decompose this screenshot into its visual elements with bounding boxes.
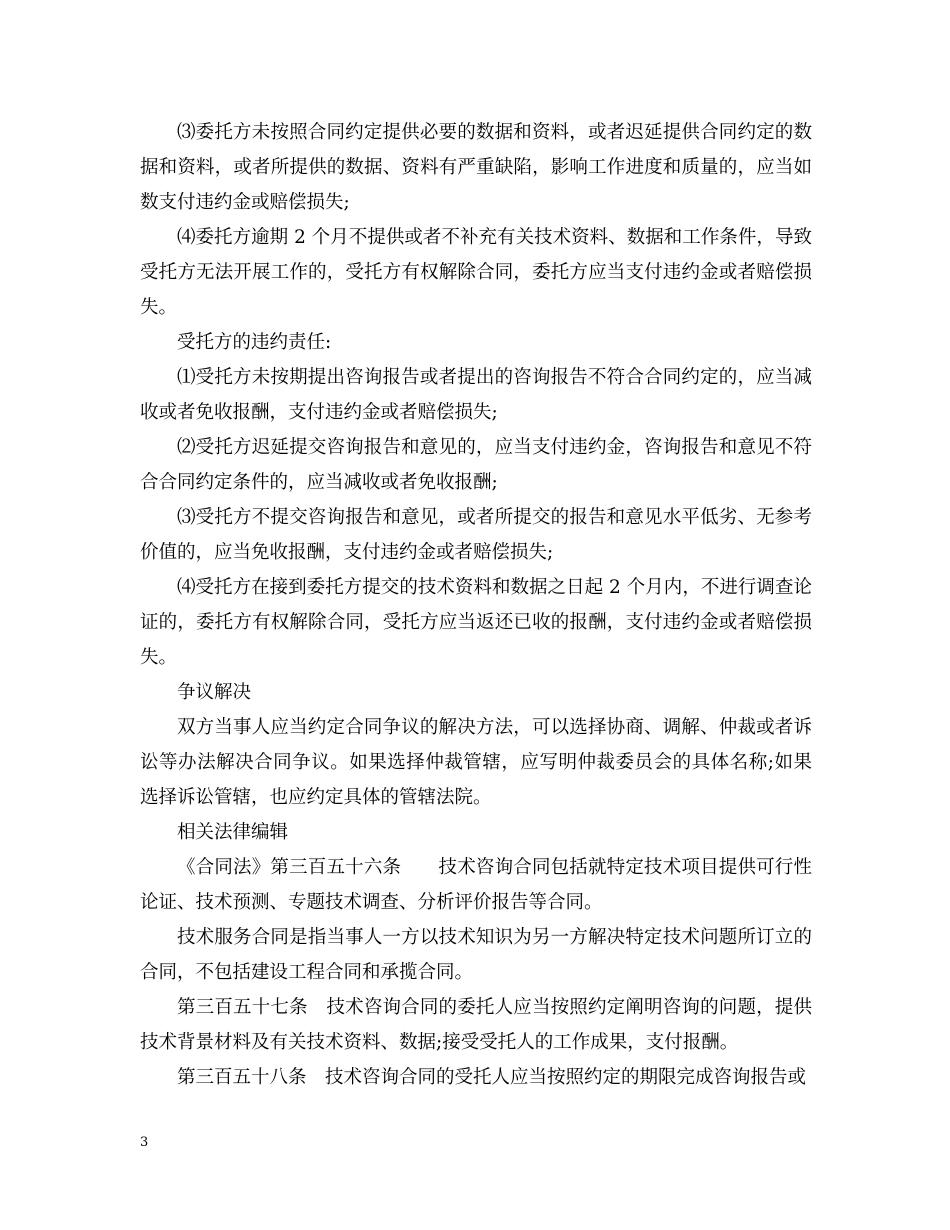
- section-heading: 争议解决: [177, 682, 252, 703]
- paragraph: ⑷受托方在接到委托方提交的技术资料和数据之日起 2 个月内，不进行调查论证的，委托方有权解除合同，受托方应当返还已收的报酬，支付违约金或者赔偿损失。: [140, 577, 812, 668]
- section-label: 受托方的违约责任:: [177, 332, 332, 353]
- section-heading: 相关法律编辑: [177, 822, 289, 843]
- paragraph: ⑷委托方逾期 2 个月不提供或者不补充有关技术资料、数据和工作条件，导致受托方无法开展工作的，受托方有权解除合同，委托方应当支付违约金或者赔偿损失。: [140, 227, 812, 318]
- paragraph: ⑶受托方不提交咨询报告和意见，或者所提交的报告和意见水平低劣、无参考价值的，应当免收报酬，支付违约金或者赔偿损失;: [140, 507, 812, 563]
- paragraph: ⑶委托方未按照合同约定提供必要的数据和资料，或者迟延提供合同约定的数据和资料，或者所提供的数据、资料有严重缺陷，影响工作进度和质量的，应当如数支付违约金或赔偿损失;: [140, 122, 812, 213]
- paragraph: 技术服务合同是指当事人一方以技术知识为另一方解决特定技术问题所订立的合同，不包括建设工程合同和承揽合同。: [140, 927, 812, 983]
- paragraph: 第三百五十八条 技术咨询合同的受托人应当按照约定的期限完成咨询报告或: [177, 1067, 807, 1088]
- page-number: 3: [140, 1135, 149, 1150]
- paragraph: ⑴受托方未按期提出咨询报告或者提出的咨询报告不符合合同约定的，应当减收或者免收报酬，支付违约金或者赔偿损失;: [140, 367, 812, 423]
- paragraph: 双方当事人应当约定合同争议的解决方法，可以选择协商、调解、仲裁或者诉讼等办法解决合同争议。如果选择仲裁管辖，应写明仲裁委员会的具体名称;如果选择诉讼管辖，也应约定具体的管辖法院。: [140, 717, 812, 808]
- paragraph: 第三百五十七条 技术咨询合同的委托人应当按照约定阐明咨询的问题，提供技术背景材料及有关技术资料、数据;接受受托人的工作成果，支付报酬。: [140, 997, 812, 1053]
- document-body: [140, 115, 812, 1095]
- paragraph: 《合同法》第三百五十六条 技术咨询合同包括就特定技术项目提供可行性论证、技术预测、专题技术调查、分析评价报告等合同。: [140, 857, 812, 913]
- paragraph: ⑵受托方迟延提交咨询报告和意见的，应当支付违约金，咨询报告和意见不符合合同约定条件的，应当减收或者免收报酬;: [140, 437, 812, 493]
